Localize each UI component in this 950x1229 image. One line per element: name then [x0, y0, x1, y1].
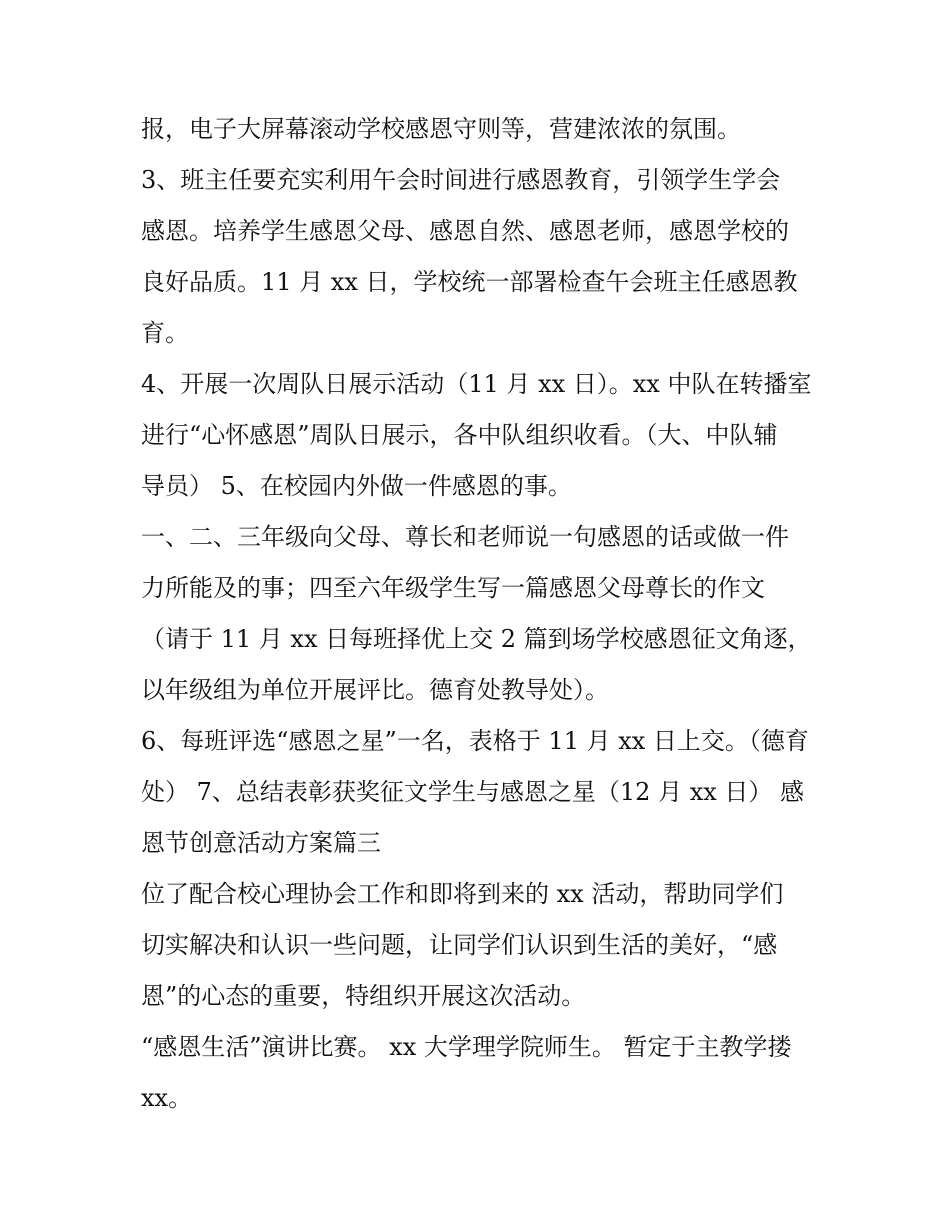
- text-line: xx。: [141, 1084, 193, 1112]
- text-line: 感恩。培养学生感恩父母、感恩自然、感恩老师，感恩学校的: [141, 217, 789, 245]
- text-line: 恩”的心态的重要，特组织开展这次活动。: [141, 982, 586, 1010]
- text-line: （请于 11 月 xx 日每班择优上交 2 篇到场学校感恩征文角逐，: [141, 625, 812, 653]
- text-line: 进行“心怀感恩”周队日展示，各中队组织收看。（大、中队辅: [141, 421, 778, 449]
- text-line: 3、班主任要充实利用午会时间进行感恩教育，引领学生学会: [141, 166, 781, 194]
- text-line: 恩节创意活动方案篇三: [141, 829, 381, 857]
- text-line: 4、开展一次周队日展示活动（11 月 xx 日）。xx 中队在转播室: [141, 370, 812, 398]
- text-line: 切实解决和认识一些问题，让同学们认识到生活的美好，“感: [141, 931, 778, 959]
- text-line: 一、二、三年级向父母、尊长和老师说一句感恩的话或做一件: [141, 523, 789, 551]
- text-line: 处） 7、总结表彰获奖征文学生与感恩之星（12 月 xx 日） 感: [141, 778, 805, 806]
- text-line: 6、每班评选“感恩之星”一名，表格于 11 月 xx 日上交。（德育: [141, 727, 809, 755]
- text-line: 力所能及的事；四至六年级学生写一篇感恩父母尊长的作文: [141, 574, 765, 602]
- text-line: 报，电子大屏幕滚动学校感恩守则等，营建浓浓的氛围。: [141, 115, 741, 143]
- text-line: 导员） 5、在校园内外做一件感恩的事。: [141, 472, 572, 500]
- text-line: 良好品质。11 月 xx 日，学校统一部署检查午会班主任感恩教: [141, 268, 798, 296]
- document-body: [141, 104, 831, 1124]
- text-line: 位了配合校心理协会工作和即将到来的 xx 活动，帮助同学们: [141, 880, 784, 908]
- text-line: 育。: [141, 319, 189, 347]
- text-line: “感恩生活”演讲比赛。 xx 大学理学院师生。 暂定于主教学搂: [141, 1033, 792, 1061]
- text-line: 以年级组为单位开展评比。德育处教导处）。: [141, 676, 609, 704]
